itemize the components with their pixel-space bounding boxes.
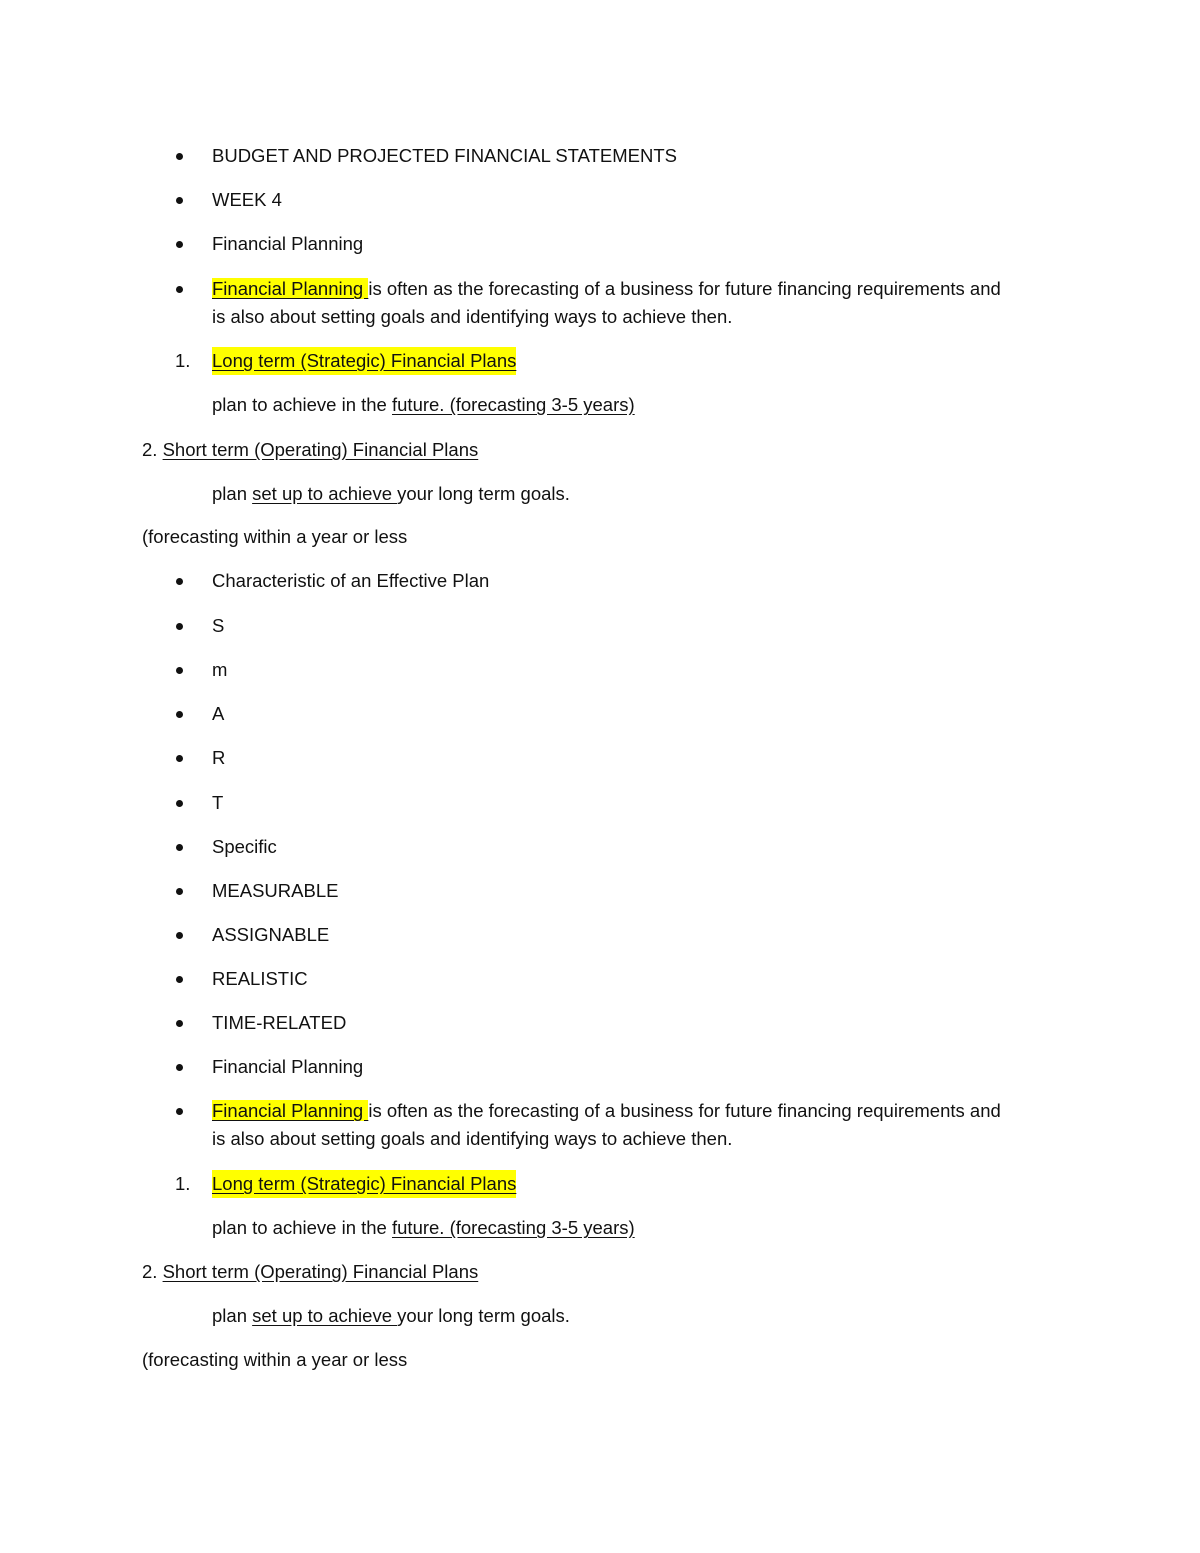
bullet-icon [176,153,183,160]
desc-underlined: future. (forecasting 3-5 years) [392,394,635,415]
desc-underlined: set up to achieve [252,483,398,504]
forecast-note-text: (forecasting within a year or less [142,526,408,547]
desc-underlined: future. (forecasting 3-5 years) [392,1217,635,1238]
definition-line-1 [212,275,1001,303]
desc-underlined: set up to achieve [252,1305,398,1326]
bullet-icon [176,711,183,718]
smart-measurable: MEASURABLE [212,880,339,901]
smart-letter-a: A [212,703,225,724]
short-term-plan-title [142,1258,478,1286]
desc-prefix: plan to achieve in the [212,1217,392,1238]
bullet-icon [176,241,183,248]
bullet-icon [176,667,183,674]
smart-realistic: REALISTIC [212,968,308,989]
item-number: 2. [142,439,158,460]
bullet-icon [176,623,183,630]
short-term-plan-desc [212,480,570,508]
characteristic-title: Characteristic of an Effective Plan [212,570,490,591]
item-number: 2. [142,1261,158,1282]
bullet-icon [176,1108,183,1115]
bullet-icon [176,755,183,762]
definition-line-2: is also about setting goals and identifying ways to achieve then. [212,1128,733,1149]
bullet-icon [176,932,183,939]
bullet-icon [176,844,183,851]
section-title: Financial Planning [212,1056,364,1077]
section-title: Financial Planning [212,233,364,254]
long-term-plan-title: Long term (Strategic) Financial Plans [212,347,516,375]
definition-line-2: is also about setting goals and identifying ways to achieve then. [212,306,733,327]
desc-suffix: your long term goals. [397,1305,570,1326]
forecast-note-text: (forecasting within a year or less [142,1349,408,1370]
bullet-icon [176,976,183,983]
desc-suffix: your long term goals. [397,483,570,504]
short-term-plan-label: Short term (Operating) Financial Plans [162,1261,479,1282]
desc-prefix: plan to achieve in the [212,394,392,415]
smart-letter-r: R [212,747,226,768]
bullet-icon [176,800,183,807]
bullet-icon [176,888,183,895]
short-term-plan-title [142,436,478,464]
smart-letter-s: S [212,615,225,636]
smart-letter-t: T [212,792,224,813]
bullet-icon [176,1020,183,1027]
definition-term: Financial Planning [212,278,369,299]
definition-text: is often as the forecasting of a business for future financing requirements and [368,278,1001,299]
definition-term: Financial Planning [212,1100,369,1121]
definition-text: is often as the forecasting of a business for future financing requirements and [368,1100,1001,1121]
long-term-plan-title: Long term (Strategic) Financial Plans [212,1170,516,1198]
item-number: 1. [175,350,191,371]
long-term-plan-desc [212,391,635,419]
bullet-icon [176,197,183,204]
definition-line-1 [212,1097,1001,1125]
desc-prefix: plan [212,1305,253,1326]
doc-heading: BUDGET AND PROJECTED FINANCIAL STATEMENTS [212,145,677,166]
bullet-icon [176,578,183,585]
item-number: 1. [175,1173,191,1194]
long-term-plan-desc [212,1214,635,1242]
smart-specific: Specific [212,836,277,857]
smart-letter-m: m [212,659,228,680]
smart-assignable: ASSIGNABLE [212,924,330,945]
bullet-icon [176,286,183,293]
smart-time-related: TIME-RELATED [212,1012,347,1033]
short-term-plan-desc [212,1302,570,1330]
short-term-plan-label: Short term (Operating) Financial Plans [162,439,479,460]
bullet-icon [176,1064,183,1071]
desc-prefix: plan [212,483,253,504]
week-label: WEEK 4 [212,189,282,210]
